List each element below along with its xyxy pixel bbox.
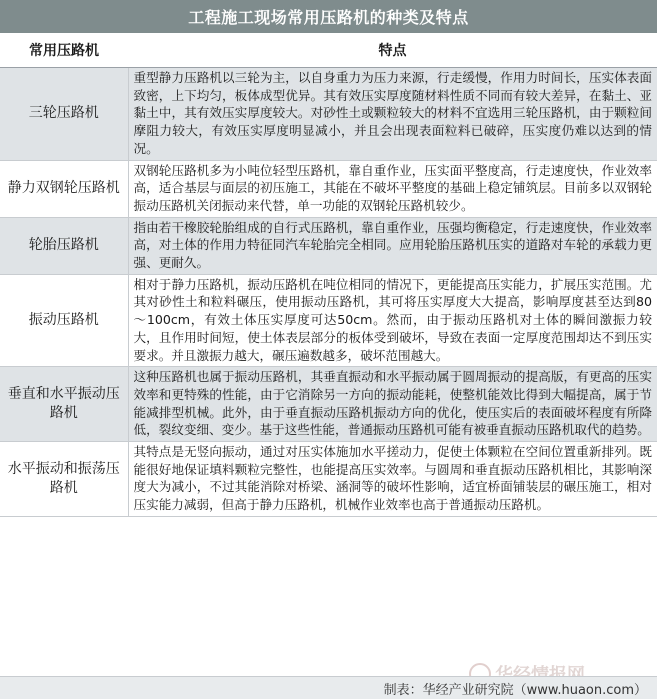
roller-features: 双钢轮压路机多为小吨位轻型压路机，靠自重作业，压实面平整度高，行走速度快，作业效率高，适合基层与面层的初压施工，其能在不破坏平整度的基础上稳定铺筑层。目前多以双钢轮振动压路机关闭振动来代替，单一功能的双钢轮压路机较少。 — [128, 160, 657, 217]
footer — [0, 676, 657, 699]
roller-name: 垂直和水平振动压路机 — [0, 367, 128, 442]
source-credit: 制表：华经产业研究院（www.huaon.com） — [383, 682, 647, 698]
table-row — [0, 274, 657, 367]
table-title — [0, 0, 657, 33]
header-row — [0, 33, 657, 68]
table-row — [0, 160, 657, 217]
roller-features: 相对于静力压路机，振动压路机在吨位相同的情况下，更能提高压实能力，扩展压实范围。尤其对砂性土和粒料碾压，使用振动压路机，其可将压实厚度大大提高，影响厚度甚至达到80～100cm，有效土体压实厚度可达50cm。然而，由于振动压路机对土体的瞬间激振力较大，且作用时间短，使土体表层部分的板体受到破坏，导致在表面一定厚度范围却达不到压实要求。并且激振力越大，碾压遍数越多，破坏范围越大。 — [128, 274, 657, 367]
table-row — [0, 367, 657, 442]
roller-features: 这种压路机也属于振动压路机，其垂直振动和水平振动属于圆周振动的提高版，有更高的压实效率和更特殊的性能，由于它消除另一方向的振动能耗，使整机能效比得到大幅提高，属于节能减排型机械。此外，由于垂直振动压路机振动方向的优化，使压实后的表面破坏程度有所降低，裂纹变细、变少。基于这些性能，普通振动压路机可能有被垂直振动压路机取代的趋势。 — [128, 367, 657, 442]
header-features: 特点 — [128, 33, 657, 68]
roller-name: 水平振动和振荡压路机 — [0, 442, 128, 517]
roller-name: 三轮压路机 — [0, 68, 128, 161]
roller-name: 振动压路机 — [0, 274, 128, 367]
table-row — [0, 68, 657, 161]
roller-types-table — [0, 33, 657, 517]
table-row — [0, 217, 657, 274]
roller-features: 其特点是无竖向振动，通过对压实体施加水平搓动力，促使土体颗粒在空间位置重新排列。既能很好地保证填料颗粒完整性，也能提高压实效率。与圆周和垂直振动压路机相比，其影响深度大为减小，不过其能消除对桥梁、涵洞等的破坏性影响，适宜桥面铺装层的碾压施工，相对压实能力减弱，但高于静力压路机，机械作业效率也高于普通振动压路机。 — [128, 442, 657, 517]
roller-features: 指由若干橡胶轮胎组成的自行式压路机，靠自重作业，压强均衡稳定，行走速度快，作业效率高，对土体的作用力特征同汽车轮胎完全相同。应用轮胎压路机压实的道路对车轮的承载力更强、更耐久。 — [128, 217, 657, 274]
title-text: 工程施工现场常用压路机的种类及特点 — [188, 8, 469, 27]
table-row — [0, 442, 657, 517]
header-roller-type: 常用压路机 — [0, 33, 128, 68]
roller-name: 轮胎压路机 — [0, 217, 128, 274]
roller-name: 静力双钢轮压路机 — [0, 160, 128, 217]
roller-features: 重型静力压路机以三轮为主，以自身重力为压力来源，行走缓慢，作用力时间长，压实体表面致密，上下均匀，板体成型优异。其有效压实厚度随材料性质不同而有较大差异，在黏土、亚黏土中，其有效压实厚度较大。对砂性土或颗粒较大的材料不宜选用三轮压路机，由于颗粒间摩阻力较大，有效压实厚度明显减小，并且会出现表面粒料已破碎，压实度仍难以达到的情况。 — [128, 68, 657, 161]
